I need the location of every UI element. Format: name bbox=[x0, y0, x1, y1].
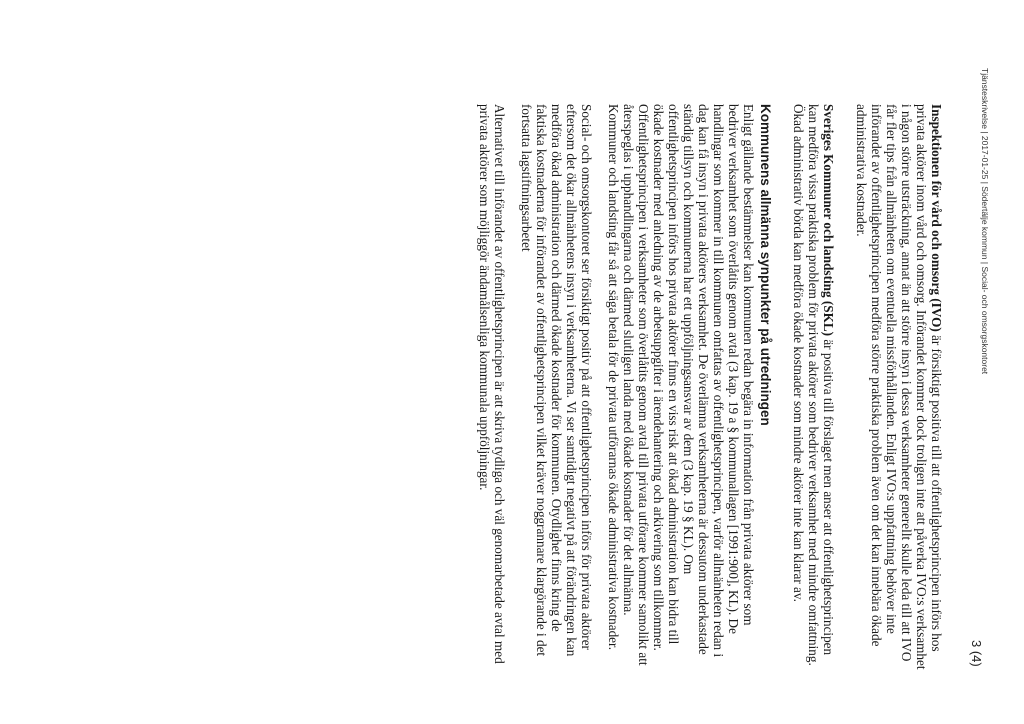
ivo-paragraph bbox=[854, 104, 944, 670]
skl-paragraph bbox=[791, 104, 836, 670]
page-number: 3 (4) bbox=[969, 640, 984, 667]
ivo-lead: Inspektionen för vård och omsorg (IVO) bbox=[929, 104, 944, 332]
municipality-paragraph-3: Alternativet till införandet av offentlighetsprincipen är att skriva tydliga och väl genomarbetade avtal med privata aktörer som möjliggör ändamålsenliga kommunala uppföljningar. bbox=[477, 104, 507, 664]
document-header: Tjänsteskrivelse | 2017-01-25 | Södertälje kommun | Social- och omsorgskontoret bbox=[980, 68, 990, 375]
municipality-paragraph-1: Enligt gällande bestämmelser kan kommunen redan begära in information från privata aktörer som bedriver verksamhet som överlåtits genom avtal (3 kap. 19 a § kommunallagen [1991:900], KL). De handlingar som kommer in till kommunen omfattas av offentlighetsprincipen, varför allmänheten redan i dag kan få insyn i privata aktörers verksamhet. De överlämna verksamheterna är dessutom underkastade ständig tillsyn och kommunerna har ett uppföljningsansvar av dem (3 kap. 19 § KL). Om offentlighetsprincipen införs hos privata aktörer finns en viss risk att ökad administration kan bidra till ökade kostnader med anledning av de arbetsuppgifter i ärendehantering och arkivering som tillkommer. Offentlighetsprincipen i verksamheter som överlåtits genom avtal till privata utförare kommer samolikt att återspeglas i upphandlingarna och därmed slutligen landa med ökade kostnader för det allmänna. Kommuner och landsting får så att säga betala för de privata utförarnas ökade administrativa kostnader. bbox=[606, 104, 756, 666]
municipality-paragraph-2: Social- och omsorgskontoret ser försiktigt positiv på att offentlighetsprincipen införs för privata aktörer eftersom det ökar allmänhetens insyn i verksamheterna. Vi ser samtidigt negativt på att förändringen kan medföra ökad administration och därmed ökade kostnader för kommunen. Otydlighet finns kring de faktiska kostnaderna för införandet av offentlighetsprincipen vilket kräver noggrannare klargörande i det fortsatta lagstiftningsarbetet bbox=[519, 104, 594, 657]
document-body bbox=[459, 104, 944, 670]
skl-text: är positiva till förslaget men anser att offentlighetsprincipen kan medföra vissa praktiska problem för privata aktörer som bedriver verksamhet med mindre omfattning. Ökad administrativ börda kan medföra ökade kostnader som mindre aktörer inte kan klarar av. bbox=[791, 104, 836, 666]
skl-lead: Sveriges Kommuner och landsting (SKL) bbox=[821, 104, 836, 337]
municipality-section bbox=[477, 104, 773, 670]
section-heading: Kommunens allmänna synpunkter på utredningen bbox=[758, 104, 773, 426]
ivo-text: är försiktigt positiva till att offentlighetsprincipen införs hos privata aktörer inom vård och omsorg. Införandet kommer dock troligen inte att påverka IVO:s verksamhet i någon större utsträckning, annat än att större insyn i dessa verksamheter generellt skulle leda till att IVO får fler tips från allmänheten om eventuella missförhållanden. Enligt IVO:s uppfattning behöver inte införandet av offentlighetsprincipen medföra större praktiska problem även om det kan innebära ökade administrativa kostnader. bbox=[854, 104, 944, 670]
